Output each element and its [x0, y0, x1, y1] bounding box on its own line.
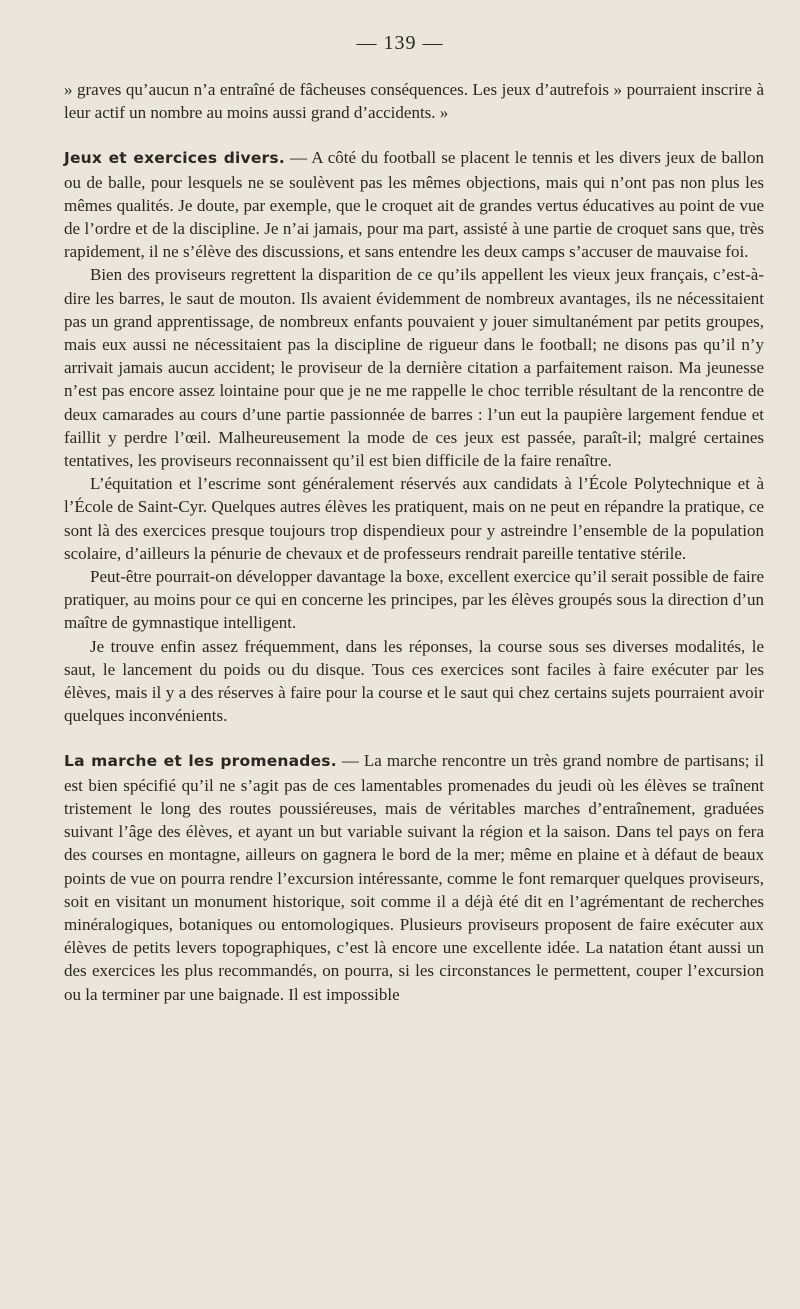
quote-paragraph: » graves qu’aucun n’a entraîné de fâcheuses conséquences. Les jeux d’autrefois » pourraient inscrire à leur actif un nombre au moins aussi grand d’accidents. »: [64, 80, 764, 123]
marche-paragraph-1-text: — La marche rencontre un très grand nombre de partisans; il est bien spécifié qu’il ne s’agit pas de ces lamentables promenades du jeudi où les élèves se traînent tristement le long des routes poussiéreuses, mais de véritables marches d’entraînement, graduées suivant l’âge des élèves, et ayant un but variable suivant la région et la saison. Dans tel pays on fera des courses en montagne, ailleurs on gagnera le bord de la mer; même en plaine et à défaut de beaux points de vue on pourra rendre l’excursion intéressante, comme le font remarquer quelques proviseurs, soit en visitant un monument historique, soit comme il a déjà été dit en l’agrémentant de recherches minéralogiques, botaniques ou entomologiques. Plusieurs proviseurs proposent de faire exécuter aux élèves de petits levers topographiques, c’est là encore une excellente idée. La natation étant aussi un des exercices les plus recommandés, on pourra, si les circonstances le permettent, couper l’excursion ou la terminer par une baignade. Il est impossible: [64, 751, 764, 1004]
section-title-marche: La marche et les promenades.: [64, 752, 337, 771]
section-title-jeux: Jeux et exercices divers.: [64, 149, 285, 168]
section-spacer: [64, 124, 764, 146]
jeux-paragraph-1: [64, 146, 764, 263]
jeux-paragraph-3: L’équitation et l’escrime sont généralement réservés aux candidats à l’École Polytechnique et à l’École de Saint-Cyr. Quelques autres élèves les pratiquent, mais on ne peut en répandre la pratique, ce sont là des exercices presque toujours trop dispendieux pour y astreindre l’ensemble de la population scolaire, d’ailleurs la pénurie de chevaux et de professeurs rendrait pareille tentative stérile.: [64, 474, 764, 563]
section-spacer: [64, 727, 764, 749]
marche-paragraph-1: [64, 749, 764, 1005]
jeux-paragraph-1-text: — A côté du football se placent le tennis et les divers jeux de ballon ou de balle, pour lesquels ne se soulèvent pas les mêmes objections, mais qui n’ont pas non plus les mêmes qualités. Je doute, par exemple, que le croquet ait de grandes vertus éducatives au point de vue de l’ordre et de la discipline. Je n’ai jamais, pour ma part, assisté à une partie de croquet sans que, très rapidement, il ne s’élève des discussions, et sans entendre les deux camps s’accuser de mauvaise foi.: [64, 148, 764, 262]
page-number: — 139 —: [356, 32, 444, 54]
body-text: [64, 78, 764, 1006]
jeux-paragraph-4: Peut-être pourrait-on développer davantage la boxe, excellent exercice qu’il serait possible de faire pratiquer, au moins pour ce qui en concerne les principes, par les élèves groupés sous la direction d’un maître de gymnastique intelligent.: [64, 567, 764, 633]
jeux-paragraph-2: Bien des proviseurs regrettent la disparition de ce qu’ils appellent les vieux jeux français, c’est-à-dire les barres, le saut de mouton. Ils avaient évidemment de nombreux avantages, ils ne nécessitaient pas un grand apprentissage, de nombreux enfants pouvaient y jouer simultanément par petits groupes, mais eux aussi ne nécessitaient pas la discipline de rigueur dans le football; ne disons pas qu’il n’y arrivait jamais aucun accident; le proviseur de la dernière citation a parfaitement raison. Ma jeunesse n’est pas encore assez lointaine pour que je ne me rappelle le choc terrible résultant de la rencontre de deux camarades au cours d’une partie passionnée de barres : l’un eut la paupière largement fendue et faillit y perdre l’œil. Malheureusement la mode de ces jeux est passée, paraît-il; malgré certaines tentatives, les proviseurs reconnaissent qu’il est bien difficile de la faire renaître.: [64, 265, 764, 471]
jeux-paragraph-5: Je trouve enfin assez fréquemment, dans les réponses, la course sous ses diverses modalités, le saut, le lancement du poids ou du disque. Tous ces exercices sont faciles à faire exécuter par les élèves, mais il y a des réserves à faire pour la course et le saut qui chez certains sujets pourraient avoir quelques inconvénients.: [64, 636, 764, 726]
